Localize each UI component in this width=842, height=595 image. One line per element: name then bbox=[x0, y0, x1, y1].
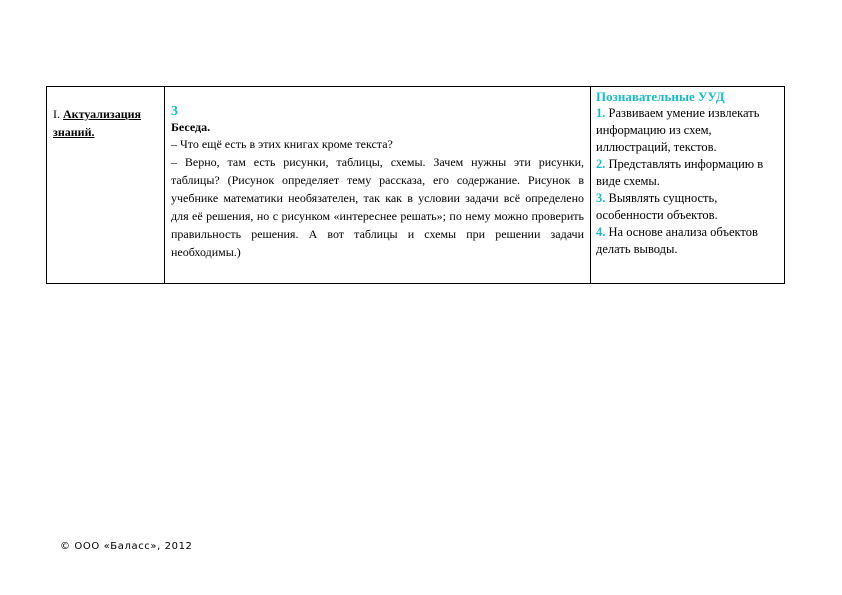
skills-item bbox=[596, 105, 780, 156]
skills-item bbox=[596, 156, 780, 190]
stage-label bbox=[53, 105, 160, 141]
stage-title: Актуализация знаний. bbox=[53, 107, 142, 139]
skills-item-number: 4. bbox=[596, 225, 606, 239]
skills-item-text: Представлять информацию в виде схемы. bbox=[596, 157, 764, 188]
skills-item-text: Развиваем умение извлекать информацию из схем, иллюстраций, текстов. bbox=[596, 106, 760, 154]
skills-heading: Познавательные УУД bbox=[596, 89, 725, 104]
content-title: Беседа. bbox=[171, 120, 211, 134]
skills-item bbox=[596, 190, 780, 224]
skills-item-text: На основе анализа объектов делать выводы. bbox=[596, 225, 758, 256]
stage-cell bbox=[47, 87, 165, 283]
content-step-number: 3 bbox=[171, 104, 178, 119]
skills-cell bbox=[591, 87, 784, 283]
lesson-table bbox=[46, 86, 785, 284]
skills-item-number: 1. bbox=[596, 106, 606, 120]
skills-item-text: Выявлять сущность, особенности объектов. bbox=[596, 191, 718, 222]
content-question: – Что ещё есть в этих книгах кроме текста? bbox=[171, 137, 393, 151]
content-answer: – Верно, там есть рисунки, таблицы, схемы. Зачем нужны эти рисунки, таблицы? (Рисунок определяет тему рассказа, его содержание. Рисунок в учебнике математики необязателен, так как в условии задачи всё определено для её решения, но с рисунком «интереснее решать»; по нему можно проверить правильность решения. А вот таблицы и схемы при решении задачи необходимы.) bbox=[171, 155, 584, 259]
stage-number: I. bbox=[53, 107, 60, 121]
skills-item bbox=[596, 224, 780, 258]
skills-item-number: 3. bbox=[596, 191, 606, 205]
copyright-footer: © ООО «Баласс», 2012 bbox=[60, 541, 193, 552]
content-cell bbox=[165, 87, 591, 283]
skills-item-number: 2. bbox=[596, 157, 606, 171]
